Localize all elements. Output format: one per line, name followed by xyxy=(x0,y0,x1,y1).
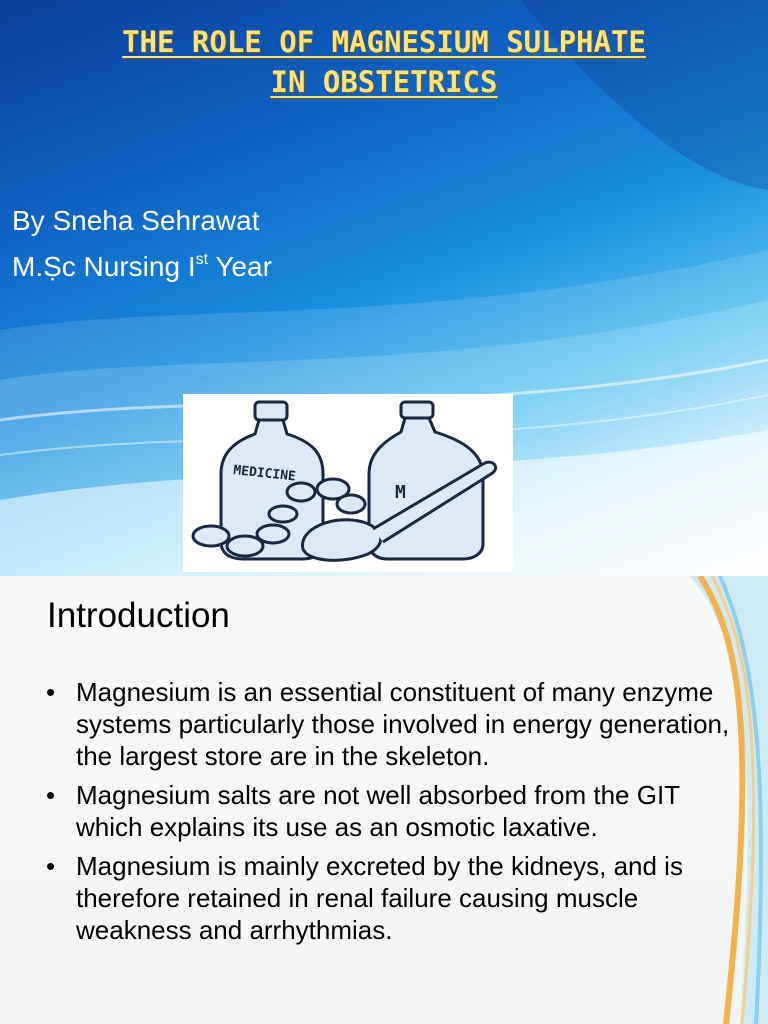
author-block xyxy=(12,198,272,290)
bullet-icon: • xyxy=(46,780,56,810)
title-line-2: IN OBSTETRICS xyxy=(270,65,498,99)
list-item xyxy=(46,676,736,772)
bullet-text: Magnesium is mainly excreted by the kidneys, and is therefore retained in renal failure causing muscle weakness and arrhythmias. xyxy=(76,851,683,945)
bullet-list xyxy=(46,676,736,953)
slide-heading: Introduction xyxy=(47,596,230,635)
medicine-clipart xyxy=(183,394,513,572)
title-line-1: THE ROLE OF MAGNESIUM SULPHATE xyxy=(122,25,646,59)
course-suffix: Year xyxy=(208,251,272,282)
bullet-text: Magnesium is an essential constituent of many enzyme systems particularly those involved in energy generation, the largest store are in the skeleton. xyxy=(76,677,730,771)
presentation-title xyxy=(0,22,768,102)
bottle-label-fragment: M xyxy=(395,482,406,503)
list-item xyxy=(46,779,736,843)
bullet-icon: • xyxy=(46,851,56,881)
author-name: By Sneha Sehrawat xyxy=(12,205,260,236)
list-item xyxy=(46,850,736,946)
bullet-icon: • xyxy=(46,677,56,707)
introduction-slide xyxy=(0,576,768,1024)
course-prefix: M.Ṣc Nursing I xyxy=(12,251,196,282)
course-line xyxy=(12,244,272,290)
medicine-label: MEDICINE xyxy=(232,463,297,485)
bullet-text: Magnesium salts are not well absorbed from the GIT which explains its use as an osmotic laxative. xyxy=(76,780,680,842)
course-superscript: st xyxy=(195,251,209,268)
medicine-bottles-icon xyxy=(183,394,513,572)
